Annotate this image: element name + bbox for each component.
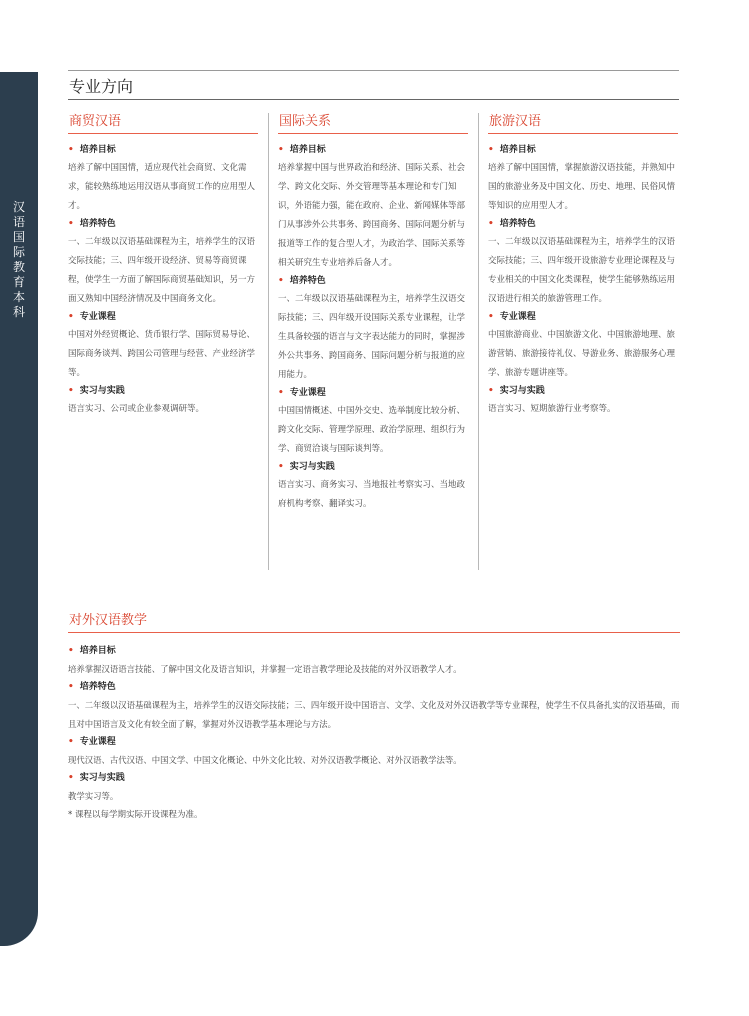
column-heading: 国际关系 [279, 114, 332, 129]
section-title: • 实习与实践 [68, 773, 125, 783]
section-body: 中国对外经贸概论、货币银行学、国际贸易导论、国际商务谈判、跨国公司管理与经营、产业经济学等。 [68, 330, 256, 378]
column-tourism-chinese [488, 113, 678, 419]
bullet-icon: • [68, 773, 74, 783]
title-rule [68, 99, 679, 100]
bullet-icon: • [278, 462, 284, 472]
bullet-icon: • [278, 145, 284, 155]
bullet-icon: • [68, 646, 74, 656]
column-heading: 商贸汉语 [69, 114, 122, 129]
section-body: 语言实习、公司或企业参观调研等。 [68, 404, 205, 414]
section-body: 一、二年级以汉语基础课程为主，培养学生的汉语交际技能；三、四年级开设旅游专业理论课程及与专业相关的中国文化类课程，使学生能够熟练运用汉语进行相关的旅游管理工作。 [488, 237, 676, 304]
section-body: 培养了解中国国情，适应现代社会商贸、文化需求，能较熟练地运用汉语从事商贸工作的应用型人才。 [68, 163, 256, 211]
section-body: 中国国情概述、中国外交史、选举制度比较分析、跨文化交际、管理学原理、政治学原理、组织行为学、商贸洽谈与国际谈判等。 [278, 406, 466, 454]
page-title: 专业方向 [69, 77, 134, 96]
section [68, 383, 258, 419]
bullet-icon: • [68, 682, 74, 692]
section-title: • 专业课程 [488, 312, 536, 322]
bullet-icon: • [278, 388, 284, 398]
column-business-chinese [68, 113, 258, 419]
section [488, 383, 678, 419]
section [488, 216, 678, 309]
column-international-relations [278, 113, 468, 514]
section-title: • 培养目标 [68, 145, 116, 155]
section-body: 培养掌握汉语语言技能、了解中国文化及语言知识，并掌握一定语言教学理论及技能的对外汉语教学人才。 [68, 664, 462, 674]
bullet-icon: • [68, 737, 74, 747]
section [68, 770, 680, 806]
section-title: • 专业课程 [278, 388, 326, 398]
section-body: 中国旅游商业、中国旅游文化、中国旅游地理、旅游营销、旅游接待礼仪、导游业务、旅游服务心理学、旅游专题讲座等。 [488, 330, 676, 378]
section [488, 142, 678, 216]
bullet-icon: • [488, 312, 494, 322]
bullet-icon: • [68, 312, 74, 322]
section [68, 216, 258, 309]
section-body: 教学实习等。 [68, 791, 119, 801]
section-body: 培养了解中国国情，掌握旅游汉语技能，并熟知中国的旅游业务及中国文化、历史、地理、民俗风情等知识的应用型人才。 [488, 163, 676, 211]
bullet-icon: • [68, 145, 74, 155]
section-title: • 培养目标 [278, 145, 326, 155]
section-title: • 培养特色 [68, 219, 116, 229]
section-body: 一、二年级以汉语基础课程为主，培养学生的汉语交际技能；三、四年级开设经济、贸易等商贸课程，使学生一方面了解国际商贸基础知识，另一方面又熟知中国经济情况及中国商务文化。 [68, 237, 256, 304]
section-title: • 培养特色 [68, 682, 116, 692]
section-body: 一、二年级以汉语基础课程为主，培养学生的汉语交际技能；三、四年级开设中国语言、文学、文化及对外汉语教学等专业课程，使学生不仅具备扎实的汉语基础，而且对中国语言及文化有较全面了解，掌握对外汉语教学基本理论与方法。 [68, 700, 680, 729]
section-heading: 对外汉语教学 [69, 613, 148, 628]
sidebar-band [0, 72, 38, 946]
sidebar-label: 汉语国际教育本科 [12, 200, 25, 319]
top-rule [68, 70, 679, 71]
section [278, 385, 468, 459]
section-title: • 培养目标 [488, 145, 536, 155]
heading-rule [278, 133, 468, 134]
section-title: • 专业课程 [68, 737, 116, 747]
heading-rule [68, 632, 680, 633]
heading-rule [488, 133, 678, 134]
section [278, 459, 468, 514]
section-title: • 实习与实践 [278, 462, 335, 472]
section [68, 679, 680, 734]
bullet-icon: • [488, 386, 494, 396]
section-title: • 培养特色 [278, 276, 326, 286]
section-body: 现代汉语、古代汉语、中国文学、中国文化概论、中外文化比较、对外汉语教学概论、对外汉语教学法等。 [68, 755, 462, 765]
section [68, 142, 258, 216]
section [278, 142, 468, 273]
section [68, 309, 258, 383]
section [488, 309, 678, 383]
section-body: 语言实习、商务实习、当地报社考察实习、当地政府机构考察、翻译实习。 [278, 480, 466, 509]
heading-rule [68, 133, 258, 134]
bullet-icon: • [488, 145, 494, 155]
section-body: 培养掌握中国与世界政治和经济、国际关系、社会学、跨文化交际、外交管理等基本理论和专门知识，外语能力强，能在政府、企业、新闻媒体等部门从事涉外公共事务、跨国商务、国际问题分析与报道等工作的复合型人才，为政治学、国际关系等相关研究生专业培养后备人才。 [278, 163, 466, 268]
column-heading: 旅游汉语 [489, 114, 542, 129]
section-body: 一、二年级以汉语基础课程为主，培养学生汉语交际技能；三、四年级开设国际关系专业课程，让学生具备较强的语言与文字表达能力的同时，掌握涉外公共事务、跨国商务、国际问题分析与报道的应用能力。 [278, 294, 466, 380]
column-divider [478, 113, 479, 570]
section-title: • 实习与实践 [488, 386, 545, 396]
footnote: * 课程以每学期实际开设课程为准。 [68, 810, 203, 820]
bullet-icon: • [68, 219, 74, 229]
section-title: • 培养目标 [68, 646, 116, 656]
section [278, 273, 468, 385]
bullet-icon: • [68, 386, 74, 396]
section-chinese-teaching [68, 612, 680, 825]
section [68, 643, 680, 679]
section-body: 语言实习、短期旅游行业考察等。 [488, 404, 616, 414]
section [68, 734, 680, 770]
column-divider [268, 113, 269, 570]
section-title: • 专业课程 [68, 312, 116, 322]
bullet-icon: • [278, 276, 284, 286]
section-title: • 培养特色 [488, 219, 536, 229]
section-title: • 实习与实践 [68, 386, 125, 396]
bullet-icon: • [488, 219, 494, 229]
